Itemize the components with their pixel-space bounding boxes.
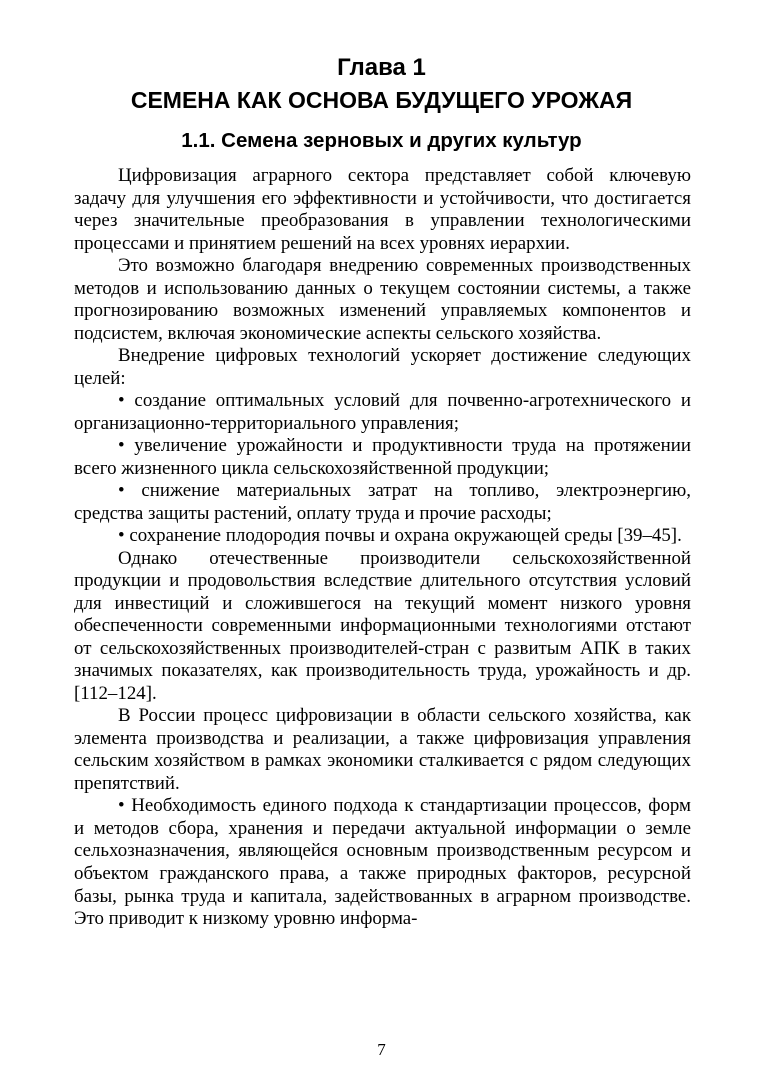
body-text — [74, 165, 691, 931]
paragraph: Цифровизация аграрного сектора представляет собой ключевую задачу для улучшения его эффективности и устойчивости, что достигается через значительные преобразования в управлении технологическими процессами и принятием решений на всех уровнях иерархии. — [74, 165, 691, 254]
section-title: 1.1. Семена зерновых и других культур — [181, 129, 582, 152]
paragraph: Внедрение цифровых технологий ускоряет достижение следующих целей: — [74, 345, 691, 389]
bullet-item: • увеличение урожайности и продуктивности труда на протяжении всего жизненного цикла сельскохозяйственной продукции; — [74, 435, 691, 479]
page-number: 7 — [377, 1040, 386, 1059]
chapter-number: Глава 1 — [337, 54, 426, 81]
bullet-item: • снижение материальных затрат на топливо, электроэнергию, средства защиты растений, оплату труда и прочие расходы; — [74, 480, 691, 524]
bullet-item: • Необходимость единого подхода к стандартизации процессов, форм и методов сбора, хранения и передачи актуальной информации о земле сельхозназначения, являющейся основным производственным ресурсом и объектом гражданского права, а также природных факторов, ресурсной базы, рынка труда и капитала, задействованных в аграрном производстве. Это приводит к низкому уровню информа- — [74, 795, 691, 930]
paragraph: Это возможно благодаря внедрению современных производственных методов и использованию данных о текущем состоянии системы, а также прогнозированию возможных изменений управляемых компонентов и подсистем, включая экономические аспекты сельского хозяйства. — [74, 255, 691, 344]
paragraph: Однако отечественные производители сельскохозяйственной продукции и продовольствия вследствие длительного отсутствия условий для инвестиций и сложившегося на текущий момент низкого уровня обеспеченности современными информационными технологиями отстают от сельскохозяйственных производителей-стран с развитым АПК в таких значимых показателях, как производительность труда, урожайность и др. [112–124]. — [74, 547, 691, 704]
chapter-title: СЕМЕНА КАК ОСНОВА БУДУЩЕГО УРОЖАЯ — [130, 87, 633, 113]
bullet-item: • создание оптимальных условий для почвенно-агротехнического и организационно-территориального управления; — [74, 390, 691, 434]
paragraph: В России процесс цифровизации в области сельского хозяйства, как элемента производства и реализации, а также цифровизация управления сельским хозяйством в рамках экономики сталкивается с рядом следующих препятствий. — [74, 705, 691, 794]
bullet-item: • сохранение плодородия почвы и охрана окружающей среды [39–45]. — [118, 525, 682, 547]
